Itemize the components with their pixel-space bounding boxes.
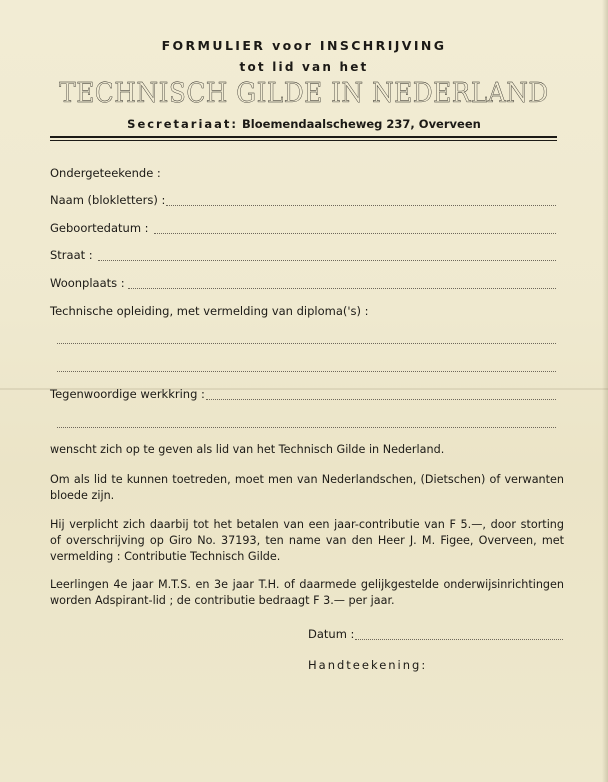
date-field[interactable] <box>355 638 563 640</box>
residence-label: Woonplaats : <box>50 276 125 290</box>
employment-label: Tegenwoordige werkkring : <box>50 387 205 401</box>
birthdate-label: Geboortedatum : <box>50 221 149 235</box>
form-title: FORMULIER voor INSCHRIJVING <box>161 38 447 53</box>
secretariat-address: Bloemendaalscheweg 237, Overveen <box>242 117 481 131</box>
student-line: Leerlingen 4e jaar M.T.S. en 3e jaar T.H. of daarmede gelijkgestelde onderwijsinrichtingen <box>50 578 564 591</box>
street-label: Straat : <box>50 248 93 262</box>
contribution-line: Hij verplicht zich daarbij tot het betalen van een jaar-contributie van F 5.—, door storting <box>50 518 564 531</box>
registration-statement <box>50 442 564 458</box>
contribution-paragraph <box>50 517 564 565</box>
header-rule-thin <box>50 140 557 141</box>
employment-field-line-2[interactable] <box>57 426 556 428</box>
undersigned-label: Ondergeteekende : <box>50 166 161 180</box>
student-line: worden Adspirant-lid ; de contributie bedraagt F 3.— per jaar. <box>50 594 395 607</box>
street-field[interactable] <box>98 259 556 261</box>
name-label: Naam (blokletters) : <box>50 193 166 207</box>
contribution-line: of overschrijving op Giro No. 37193, ten name van den Heer J. M. Figee, Overveen, met <box>50 534 564 547</box>
form-subtitle: tot lid van het <box>239 60 369 74</box>
contribution-line: vermelding : Contributie Technisch Gilde. <box>50 550 281 563</box>
secretariat-label: Secretariaat: <box>127 117 239 131</box>
signature-label: Handteekening: <box>308 658 428 672</box>
education-field-line-1[interactable] <box>57 342 556 344</box>
eligibility-paragraph <box>50 472 564 504</box>
residence-field[interactable] <box>128 287 556 289</box>
name-field[interactable] <box>166 204 556 206</box>
education-label: Technische opleiding, met vermelding van diploma('s) : <box>50 304 369 318</box>
header-rule-thick <box>50 136 557 138</box>
organization-name: TECHNISCH GILDE IN NEDERLAND <box>59 78 549 109</box>
employment-field-line-1[interactable] <box>206 398 556 400</box>
birthdate-field[interactable] <box>154 232 556 234</box>
date-label: Datum : <box>308 627 355 641</box>
secretariat-line <box>0 117 608 131</box>
education-field-line-2[interactable] <box>57 370 556 372</box>
student-paragraph <box>50 577 564 609</box>
eligibility-line: Om als lid te kunnen toetreden, moet men van Nederlandschen, (Dietschen) of verwanten <box>50 473 564 486</box>
eligibility-line: bloede zijn. <box>50 489 115 502</box>
registration-statement-text: wenscht zich op te geven als lid van het Technisch Gilde in Nederland. <box>50 443 445 456</box>
